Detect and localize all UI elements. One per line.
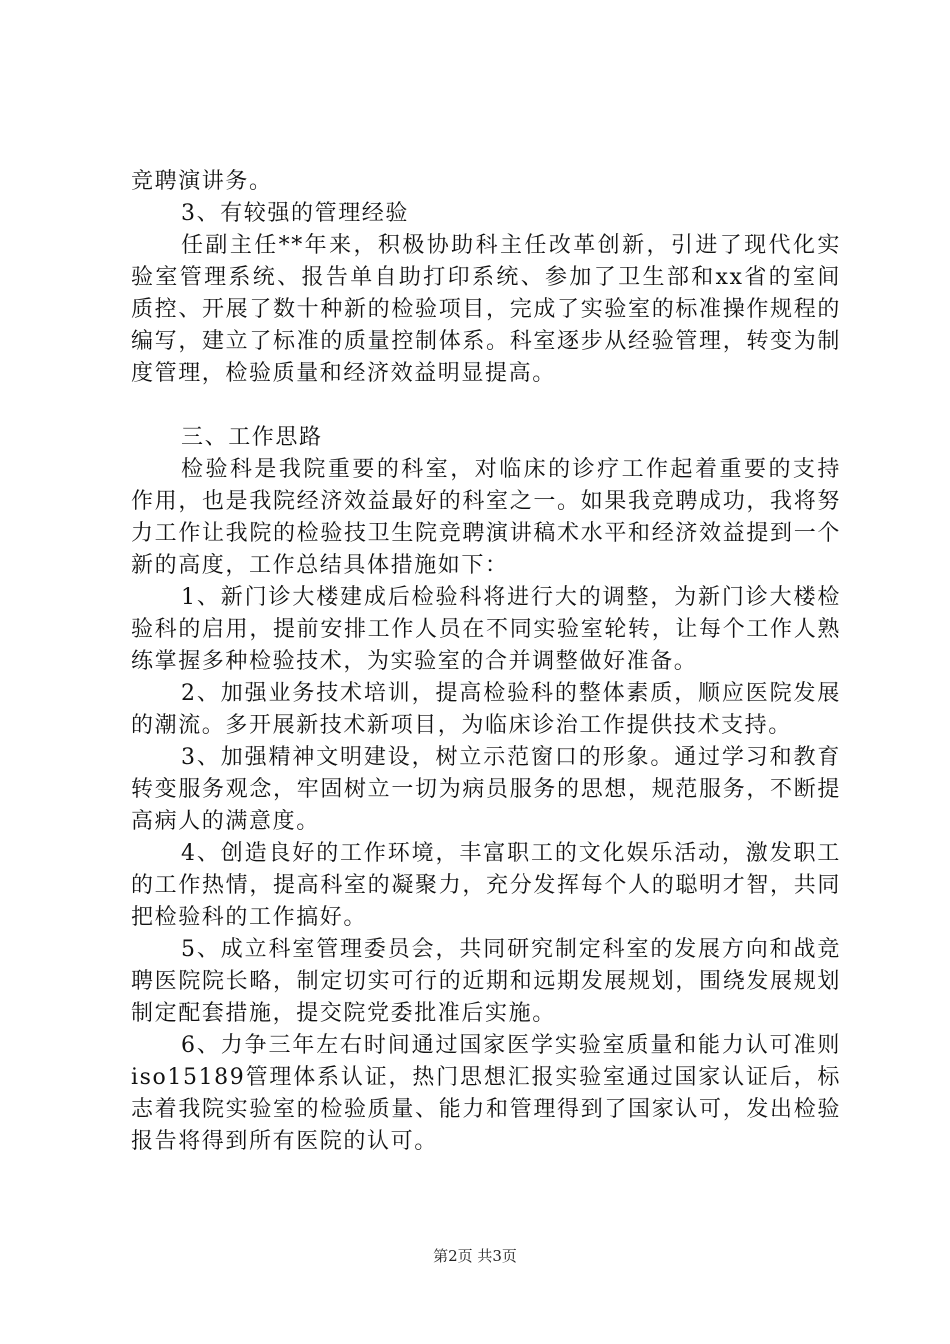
list-item-2: 2、加强业务技术培训，提高检验科的整体素质，顺应医院发展的潮流。多开展新技术新项目，为临床诊治工作提供技术支持。	[131, 681, 841, 738]
paragraph-management-experience: 任副主任**年来，积极协助科主任改革创新，引进了现代化实验室管理系统、报告单自助打印系统、参加了卫生部和xx省的室间质控、开展了数十种新的检验项目，完成了实验室的标准操作规程的编写，建立了标准的质量控制体系。科室逐步从经验管理，转变为制度管理，检验质量和经济效益明显提高。	[131, 233, 841, 386]
section-heading-work-plan: 三、工作思路	[181, 425, 323, 450]
document-body	[131, 166, 841, 1158]
list-item-6: 6、力争三年左右时间通过国家医学实验室质量和能力认可准则iso15189管理体系认证，热门思想汇报实验室通过国家认证后，标志着我院实验室的检验质量、能力和管理得到了国家认可，发出检验报告将得到所有医院的认可。	[131, 1033, 841, 1154]
list-item-5: 5、成立科室管理委员会，共同研究制定科室的发展方向和战竞聘医院院长略，制定切实可行的近期和远期发展规划，围绕发展规划制定配套措施，提交院党委批准后实施。	[131, 937, 841, 1026]
paragraph-work-plan-intro: 检验科是我院重要的科室，对临床的诊疗工作起着重要的支持作用，也是我院经济效益最好的科室之一。如果我竞聘成功，我将努力工作让我院的检验技卫生院竞聘演讲稿术水平和经济效益提到一个新的高度，工作总结具体措施如下：	[131, 457, 841, 578]
paragraph-continuation: 竞聘演讲务。	[131, 169, 273, 194]
list-item-4: 4、创造良好的工作环境，丰富职工的文化娱乐活动，激发职工的工作热情，提高科室的凝聚力，充分发挥每个人的聪明才智，共同把检验科的工作搞好。	[131, 841, 841, 930]
page-number-footer: 第2页 共3页	[433, 1247, 517, 1265]
list-item-1: 1、新门诊大楼建成后检验科将进行大的调整，为新门诊大楼检验科的启用，提前安排工作人员在不同实验室轮转，让每个工作人熟练掌握多种检验技术，为实验室的合并调整做好准备。	[131, 585, 841, 674]
heading-management-experience: 3、有较强的管理经验	[181, 201, 409, 226]
list-item-3: 3、加强精神文明建设，树立示范窗口的形象。通过学习和教育转变服务观念，牢固树立一切为病员服务的思想，规范服务，不断提高病人的满意度。	[131, 745, 841, 834]
